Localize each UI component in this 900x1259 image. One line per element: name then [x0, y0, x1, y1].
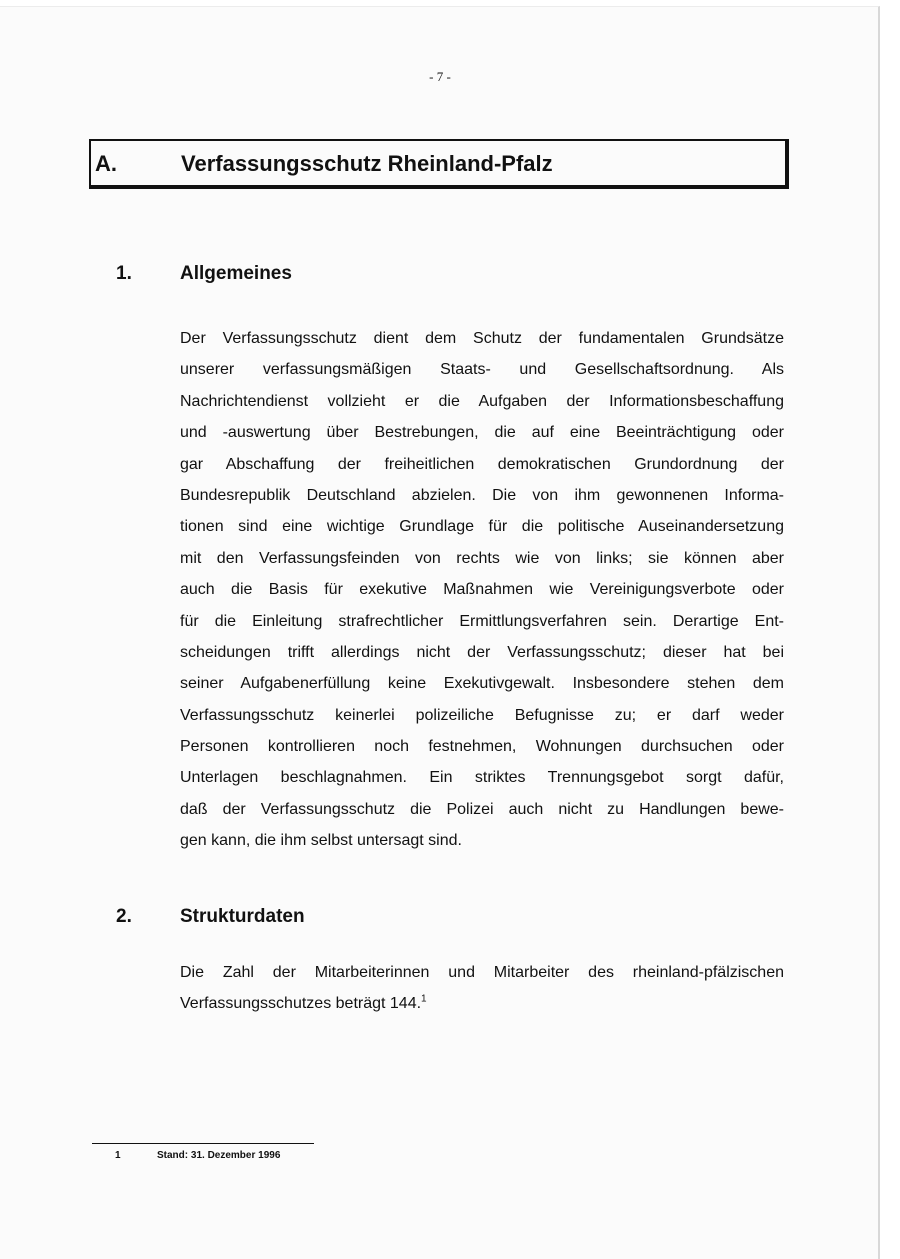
paragraph-line: Der Verfassungsschutz dient dem Schutz der fundamentalen Grundsätze — [180, 330, 784, 347]
paragraph-line: Unterlagen beschlagnahmen. Ein striktes Trennungsgebot sorgt dafür, — [180, 769, 784, 787]
paragraph-line-text: Verfassungsschutzes beträgt 144. — [180, 995, 422, 1013]
section-1-title: Allgemeines — [180, 263, 292, 284]
paragraph-line: unserer verfassungsmäßigen Staats- und Gesellschaftsordnung. Als — [180, 361, 784, 379]
paragraph-line: und -auswertung über Bestrebungen, die auf eine Beeinträchtigung oder — [180, 424, 784, 442]
section-1-paragraph — [180, 323, 784, 857]
chapter-title: Verfassungsschutz Rheinland-Pfalz — [181, 151, 553, 176]
section-1-number: 1. — [116, 263, 132, 284]
footnote-number: 1 — [115, 1150, 121, 1161]
paragraph-line: Verfassungsschutz keinerlei polizeiliche Befugnisse zu; er darf weder — [180, 706, 784, 724]
footnote-text: Stand: 31. Dezember 1996 — [157, 1150, 281, 1161]
paragraph-line: auch die Basis für exekutive Maßnahmen wie Vereinigungsverbote oder — [180, 581, 784, 599]
paragraph-line: seiner Aufgabenerfüllung keine Exekutivgewalt. Insbesondere stehen dem — [180, 675, 784, 693]
paragraph-line: für die Einleitung strafrechtlicher Ermittlungsverfahren sein. Derartige Ent- — [180, 612, 784, 630]
paragraph-line: Die Zahl der Mitarbeiterinnen und Mitarbeiter des rheinland-pfälzischen — [180, 964, 784, 981]
footnote-reference[interactable]: 1 — [421, 994, 427, 1006]
paragraph-line: daß der Verfassungsschutz die Polizei auch nicht zu Handlungen bewe- — [180, 800, 784, 818]
page-number: - 7 - — [429, 69, 451, 84]
paragraph-line: mit den Verfassungsfeinden von rechts wie von links; sie können aber — [180, 549, 784, 567]
paragraph-line — [180, 988, 784, 1019]
chapter-heading-box — [89, 139, 789, 189]
paragraph-line: scheidungen trifft allerdings nicht der Verfassungsschutz; dieser hat bei — [180, 643, 784, 661]
paragraph-line: gar Abschaffung der freiheitlichen demokratischen Grundordnung der — [180, 455, 784, 473]
paragraph-line: Nachrichtendienst vollzieht er die Aufgaben der Informationsbeschaffung — [180, 392, 784, 410]
document-page — [0, 6, 880, 1259]
chapter-label: A. — [95, 151, 117, 176]
paragraph-line: gen kann, die ihm selbst untersagt sind. — [180, 832, 462, 850]
footnote-divider — [92, 1143, 314, 1144]
paragraph-line: tionen sind eine wichtige Grundlage für die politische Auseinandersetzung — [180, 518, 784, 536]
paragraph-line: Personen kontrollieren noch festnehmen, Wohnungen durchsuchen oder — [180, 738, 784, 756]
section-2-number: 2. — [116, 906, 132, 927]
section-2-title: Strukturdaten — [180, 906, 305, 927]
section-2-paragraph — [180, 957, 784, 1020]
paragraph-line: Bundesrepublik Deutschland abzielen. Die von ihm gewonnenen Informa- — [180, 486, 784, 504]
